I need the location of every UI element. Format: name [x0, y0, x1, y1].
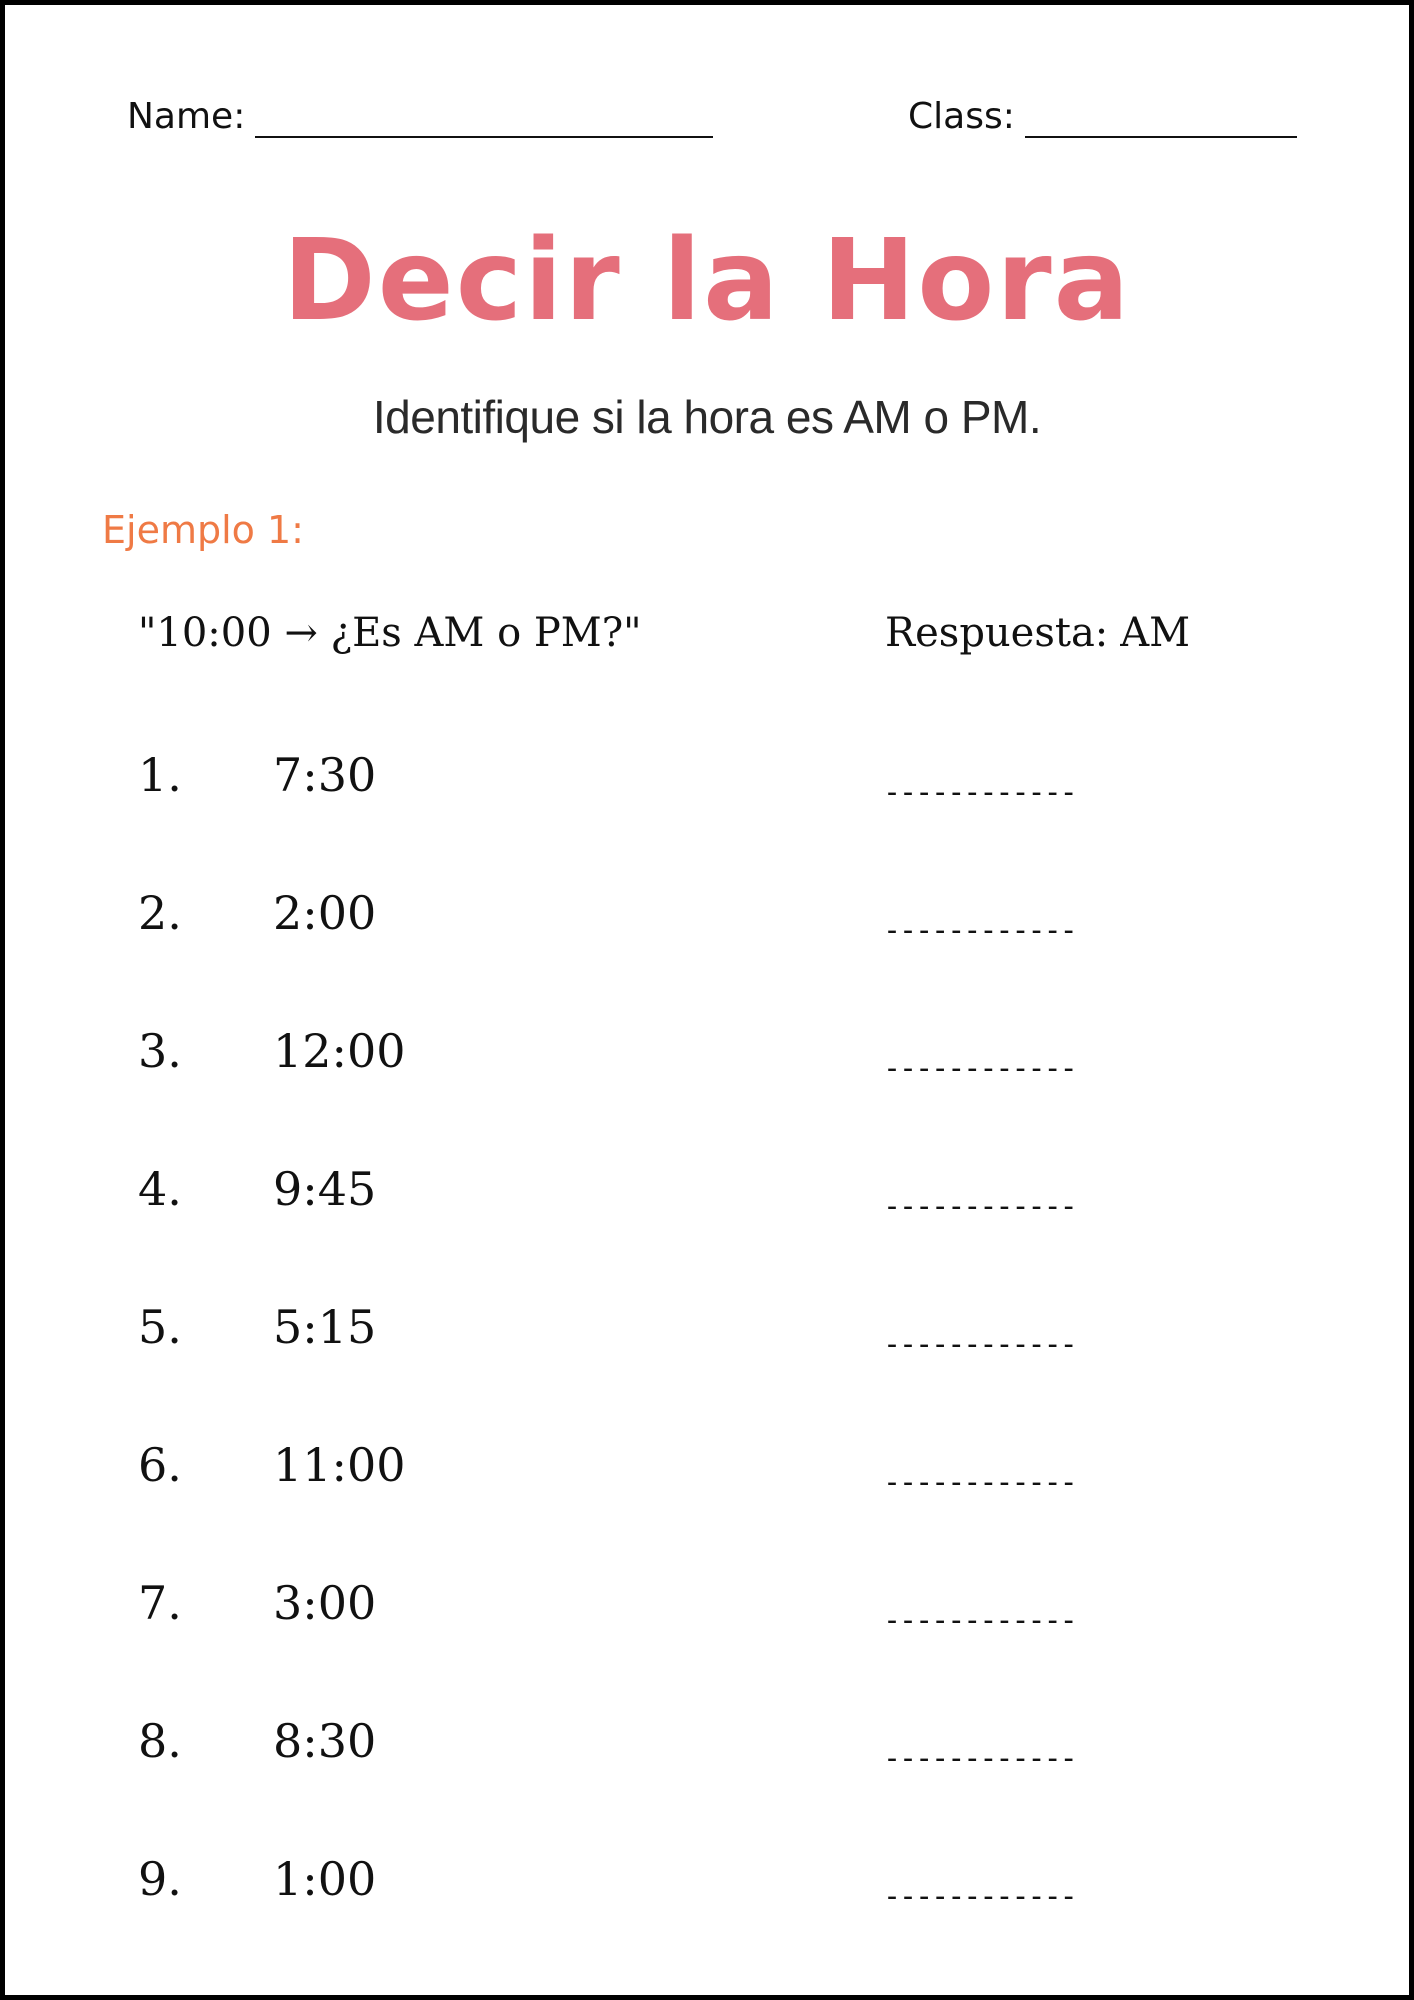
- exercise-number: 4.: [138, 1162, 182, 1216]
- exercise-row: [5, 1157, 1409, 1295]
- instructions-text: Identifique si la hora es AM o PM.: [372, 391, 1042, 443]
- page-title: Decir la Hora: [282, 216, 1132, 346]
- exercise-time: 11:00: [273, 1438, 406, 1492]
- name-field[interactable]: [127, 93, 713, 141]
- example-row: [5, 605, 1409, 661]
- example-question: "10:00 → ¿Es AM o PM?": [138, 610, 642, 656]
- answer-blank[interactable]: ------------: [883, 1741, 1076, 1776]
- example-answer-value: AM: [1120, 610, 1191, 656]
- exercise-row: [5, 1019, 1409, 1157]
- exercise-number: 5.: [138, 1300, 182, 1354]
- answer-blank[interactable]: ------------: [883, 1465, 1076, 1500]
- exercise-row: [5, 1295, 1409, 1433]
- exercise-number: 9.: [138, 1852, 182, 1906]
- example-answer-label: Respuesta:: [885, 610, 1109, 656]
- exercise-time: 12:00: [273, 1024, 406, 1078]
- answer-blank[interactable]: ------------: [883, 913, 1076, 948]
- class-label: Class:: [908, 96, 1015, 137]
- exercise-time: 2:00: [273, 886, 377, 940]
- exercise-number: 1.: [138, 748, 182, 802]
- name-input-line[interactable]: [255, 134, 713, 138]
- exercise-time: 9:45: [273, 1162, 377, 1216]
- exercise-time: 1:00: [273, 1852, 377, 1906]
- class-field[interactable]: [908, 93, 1297, 141]
- answer-blank[interactable]: ------------: [883, 1051, 1076, 1086]
- answer-blank[interactable]: ------------: [883, 1603, 1076, 1638]
- exercise-time: 3:00: [273, 1576, 377, 1630]
- exercise-time: 8:30: [273, 1714, 377, 1768]
- answer-blank[interactable]: ------------: [883, 1327, 1076, 1362]
- exercise-number: 3.: [138, 1024, 182, 1078]
- answer-blank[interactable]: ------------: [883, 1879, 1076, 1914]
- answer-blank[interactable]: ------------: [883, 775, 1076, 810]
- exercise-row: [5, 743, 1409, 881]
- exercise-row: [5, 881, 1409, 1019]
- exercise-number: 7.: [138, 1576, 182, 1630]
- exercise-row: [5, 1571, 1409, 1709]
- exercise-list: [5, 743, 1409, 1985]
- exercise-row: [5, 1433, 1409, 1571]
- name-label: Name:: [127, 96, 246, 137]
- exercise-row: [5, 1709, 1409, 1847]
- exercise-time: 7:30: [273, 748, 377, 802]
- exercise-row: [5, 1847, 1409, 1985]
- answer-blank[interactable]: ------------: [883, 1189, 1076, 1224]
- exercise-time: 5:15: [273, 1300, 377, 1354]
- exercise-number: 8.: [138, 1714, 182, 1768]
- exercise-number: 2.: [138, 886, 182, 940]
- example-answer: [885, 605, 1190, 661]
- example-label: Ejemplo 1:: [102, 508, 304, 552]
- exercise-number: 6.: [138, 1438, 182, 1492]
- class-input-line[interactable]: [1025, 134, 1297, 138]
